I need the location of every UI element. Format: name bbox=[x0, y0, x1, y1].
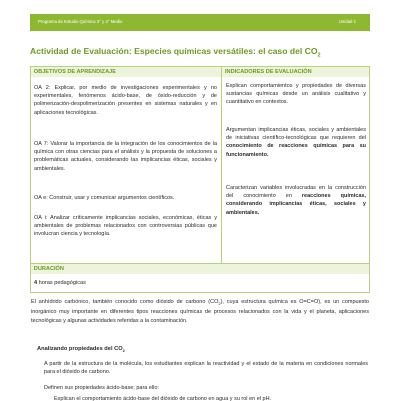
program-label: Programa de Estudio Química 3° y 4° Medio bbox=[38, 19, 123, 24]
indicator-1 bbox=[226, 82, 366, 107]
cut-off-line: Explican el comportamiento ácido-base del dióxido de carbono en agua y su rol en el pH. bbox=[54, 396, 272, 401]
indicator-2-bold: conocimiento de reacciones químicas para su funcionamiento. bbox=[226, 143, 366, 158]
duration-header: DURACIÓN bbox=[31, 264, 369, 274]
duration-value bbox=[34, 280, 86, 286]
section-paragraph: A partir de la estructura de la molécula, los estudiantes explican la reactividad y el estado de la materia en condiciones normales para el dióxido de carbono. bbox=[44, 361, 368, 376]
section-title bbox=[37, 346, 125, 353]
duration-unit: horas pedagógicas bbox=[37, 280, 86, 286]
indicator-3-text: Caracterizan variables involucradas en la construcción del conocimiento en bbox=[226, 185, 366, 200]
indicator-2-text: Argumentan implicancias éticas, sociales y ambientales de iniciativas científico-tecnológicas que requieren del bbox=[226, 127, 366, 142]
page-title bbox=[30, 46, 370, 59]
evaluation-table bbox=[30, 66, 370, 293]
objective-oa7: OA 7: Valorar la importancia de la integración de los conocimientos de la química con otras ciencias para el análisis y la propuesta de soluciones a problemáticas actuales, considerando las implicancias éticas, sociales y ambientales. bbox=[34, 141, 217, 172]
indicator-3 bbox=[226, 184, 366, 217]
objectives-header: OBJETIVOS DE APRENDIZAJE bbox=[31, 67, 221, 77]
objective-oai: OA i: Analizar críticamente implicancias sociales, económicas, éticas y ambientales de problemas relacionados con controversias públicas que involucran ciencia y tecnología. bbox=[34, 215, 217, 238]
section-title-subscript: 2 bbox=[122, 348, 125, 354]
title-text: Actividad de Evaluación: Especies químicas versátiles: el caso del CO bbox=[30, 46, 318, 56]
header-bar bbox=[30, 14, 370, 31]
indicators-header: INDICADORES DE EVALUACIÓN bbox=[222, 67, 369, 77]
intro-subscript: 2 bbox=[218, 301, 221, 307]
intro-text-a: El anhídrido carbónico, también conocido como dióxido de carbono (CO bbox=[31, 299, 219, 305]
indicator-3-bold: reacciones químicas, considerando implicancias éticas, sociales y ambientales. bbox=[226, 193, 367, 216]
intro-paragraph bbox=[31, 298, 369, 325]
indicator-1-text: Explican comportamientos y propiedades de diversas sustancias químicas desde un análisis cualitativo y cuantitativo en contextos. bbox=[226, 83, 366, 106]
intro-text-b: ), cuya estructura química es O=C=O), es un compuesto inorgánico muy importante en diferentes tipos reacciones químicas de procesos relacionados con la vida y el planeta, aplicaciones tecnológicas y algunas actividades referidas a la contaminación. bbox=[31, 299, 369, 324]
unit-label: Unidad 1 bbox=[338, 19, 356, 24]
acid-base-paragraph: Definen sus propiedades ácido-base; para ello: bbox=[44, 385, 159, 391]
indicator-2 bbox=[226, 126, 366, 159]
section-title-text: Analizando propiedades del CO bbox=[37, 346, 123, 352]
duration-number: 4 bbox=[34, 280, 38, 286]
table-column-divider bbox=[221, 66, 222, 263]
objective-oae: OA e: Construir, usar y comunicar argumentos científicos. bbox=[34, 195, 175, 201]
title-subscript: 2 bbox=[317, 52, 321, 59]
objective-oa2: OA 2: Explicar, por medio de investigaciones experimentales y no experimentales, fenómenos ácido-base, de óxido-reducción y de polimerización-despolimerización presentes en sistemas naturales y en aplicaciones tecnológicas. bbox=[34, 85, 217, 116]
